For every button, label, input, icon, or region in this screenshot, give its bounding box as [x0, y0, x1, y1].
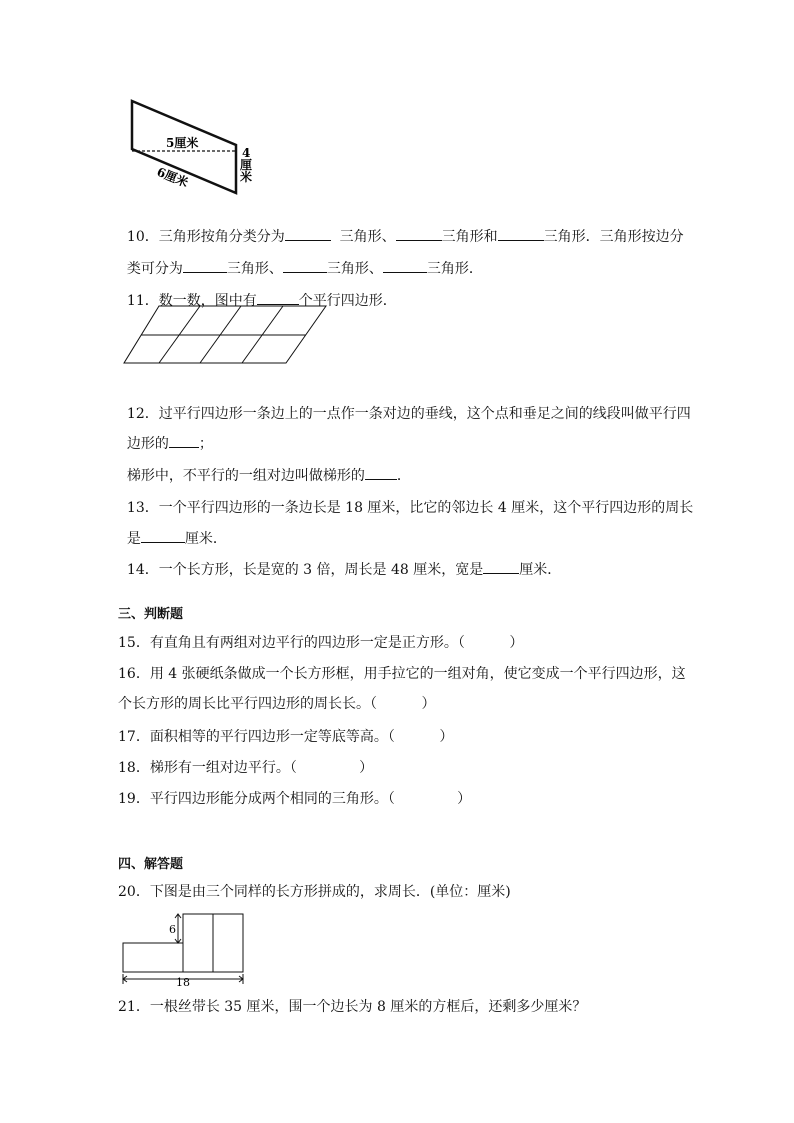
height-label-digit: 4	[242, 146, 251, 160]
width-label: 18	[176, 976, 190, 989]
q13-text-3: 厘米．	[184, 531, 227, 547]
question-20: 20．下图是由三个同样的长方形拼成的，求周长．(单位：厘米)	[118, 884, 511, 900]
height-label-unit2: 米	[240, 170, 253, 184]
parallelogram-grid-figure	[120, 302, 332, 368]
question-21: 21．一根丝带长 35 厘米，围一个边长为 8 厘米的方框后，还剩多少厘米？	[118, 999, 587, 1015]
q13-text-1: 13．一个平行四边形的一条边长是 18 厘米，比它的邻边长 4 厘米，这个平行四边形的周长	[126, 500, 694, 516]
q12-text-1: 12．过平行四边形一条边上的一点作一条对边的垂线，这个点和垂足之间的线段叫做平行四	[126, 406, 691, 422]
question-16-line1: 16．用 4 张硬纸条做成一个长方形框，用手拉它的一组对角，使它变成一个平行四边形，这	[118, 666, 686, 682]
question-16-line2: 个长方形的周长比平行四边形的周长长。（ ）	[118, 696, 436, 712]
q12-text-5: ．	[396, 468, 411, 484]
q12-text-4: 梯形中，不平行的一组对边叫做梯形的	[126, 468, 365, 484]
q12-text-3: ；	[198, 436, 213, 452]
rect-vertical-2	[213, 914, 243, 972]
q11-text-2: 个平行四边形．	[298, 293, 397, 309]
q10-text-5: 类可分为	[126, 261, 183, 277]
q13-text-2: 是	[126, 531, 141, 547]
height-label: 6	[169, 923, 176, 936]
height-label-unit1: 厘	[240, 158, 253, 172]
question-18: 18．梯形有一组对边平行。（ ）	[118, 760, 374, 776]
q10-text-8: 三角形．	[426, 261, 483, 277]
question-14	[118, 539, 561, 580]
q10-text-1: 10．三角形按角分类分为	[126, 229, 285, 245]
q10-text-4: 三角形．三角形按边分	[543, 229, 684, 245]
q10-blank-3[interactable]	[498, 226, 544, 241]
q14-text-2: 厘米．	[519, 562, 562, 578]
q14-blank[interactable]	[483, 559, 519, 574]
slant-label: 6厘米	[154, 164, 191, 190]
base-label: 5厘米	[166, 136, 199, 150]
q10-text-2: 三角形、	[339, 229, 396, 245]
parallelogram-figure	[118, 95, 278, 200]
q10-text-6: 三角形、	[226, 261, 283, 277]
q11-text-1: 11．数一数，图中有	[126, 293, 257, 309]
q10-text-3: 三角形和	[441, 229, 498, 245]
rect-vertical-1	[183, 914, 213, 972]
question-19: 19．平行四边形能分成两个相同的三角形。（ ）	[118, 791, 472, 807]
question-17: 17．面积相等的平行四边形一定等底等高。（ ）	[118, 729, 454, 745]
section-3-title: 三、判断题	[118, 607, 184, 622]
question-15: 15．有直角且有两组对边平行的四边形一定是正方形。（ ）	[118, 635, 524, 651]
section-4-title: 四、解答题	[118, 857, 184, 872]
rect-horizontal	[123, 943, 183, 972]
q10-text-7: 三角形、	[326, 261, 383, 277]
q14-text-1: 14．一个长方形，长是宽的 3 倍，周长是 48 厘米，宽是	[126, 562, 484, 578]
three-rectangles-figure	[118, 910, 278, 990]
q12-text-2: 边形的	[126, 436, 169, 452]
